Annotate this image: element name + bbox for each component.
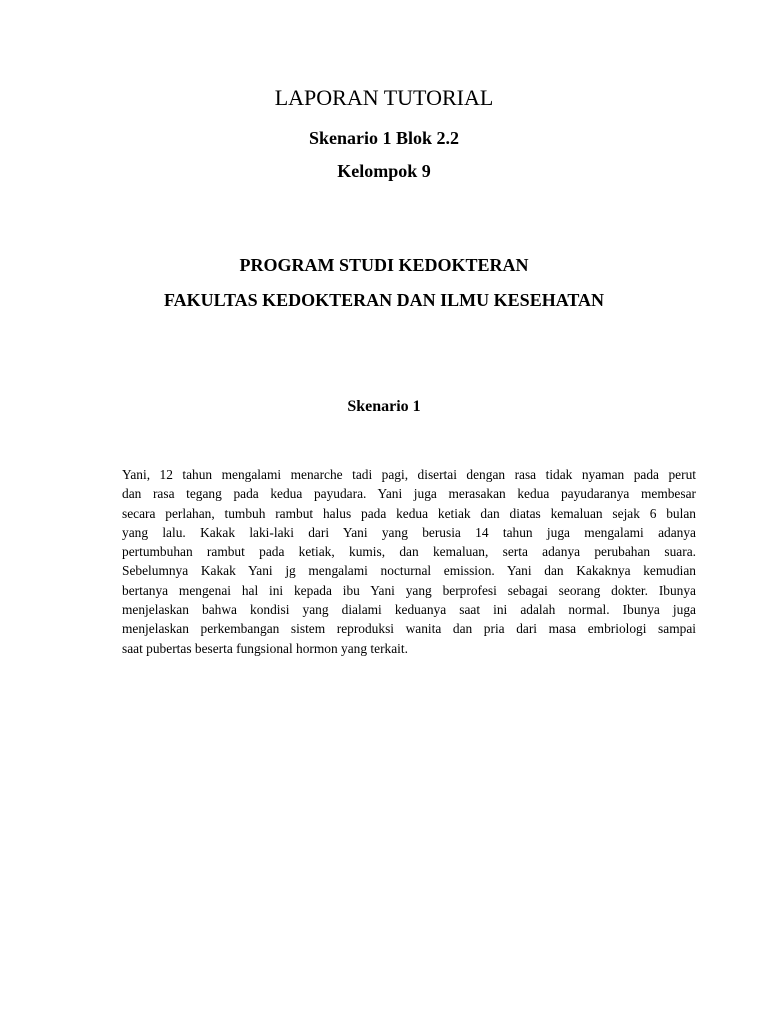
paragraph-line: saat pubertas beserta fungsional hormon yang terkait.	[122, 640, 408, 656]
scenario-heading: Skenario 1	[347, 398, 421, 415]
paragraph-line: yang lalu. Kakak laki-laki dari Yani yang berusia 14 tahun juga mengalami adanya	[122, 524, 696, 540]
paragraph-line: Sebelumnya Kakak Yani jg mengalami nocturnal emission. Yani dan Kakaknya kemudian	[122, 563, 696, 579]
paragraph-line: Yani, 12 tahun mengalami menarche tadi pagi, disertai dengan rasa tidak nyaman pada perut	[122, 467, 696, 482]
scenario-paragraph	[122, 465, 696, 658]
scenario-block-subtitle: Skenario 1 Blok 2.2	[308, 128, 460, 148]
paragraph-line: pertumbuhan rambut pada ketiak, kumis, dan kemaluan, serta adanya perubahan suara.	[122, 544, 696, 560]
group-subtitle: Kelompok 9	[337, 161, 431, 181]
paragraph-line: menjelaskan perkembangan sistem reproduksi wanita dan pria dari masa embriologi sampai	[122, 621, 696, 637]
report-title: LAPORAN TUTORIAL	[274, 85, 494, 110]
paragraph-line: menjelaskan bahwa kondisi yang dialami keduanya saat ini adalah normal. Ibunya juga	[122, 602, 696, 618]
paragraph-line: dan rasa tegang pada kedua payudara. Yani juga merasakan kedua payudaranya membesar	[122, 486, 696, 502]
faculty-heading: FAKULTAS KEDOKTERAN DAN ILMU KESEHATAN	[163, 290, 605, 310]
study-program-heading: PROGRAM STUDI KEDOKTERAN	[239, 255, 529, 275]
paragraph-line: bertanya mengenai hal ini kepada ibu Yani yang berprofesi sebagai seorang dokter. Ibunya	[122, 582, 696, 598]
paragraph-line: secara perlahan, tumbuh rambut halus pada kedua ketiak dan diatas kemaluan sejak 6 bulan	[122, 505, 696, 521]
